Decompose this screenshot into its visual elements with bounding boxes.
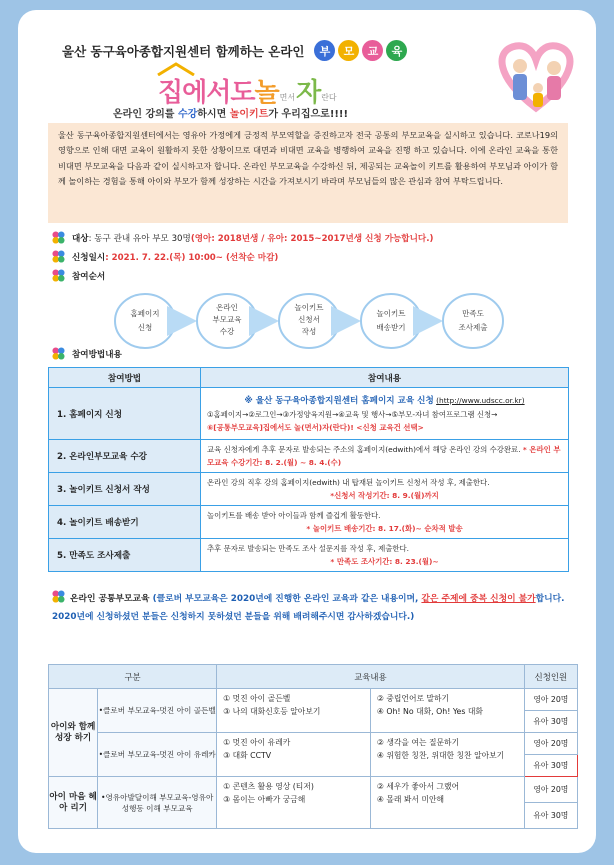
method-period: * 온라인 부모교육 수강기간: 8. 2.(월) ~ 8. 4.(수) xyxy=(207,445,561,467)
flow-step-2 xyxy=(197,294,257,348)
course-title: •영유아발달이해 부모교육-영유아 성행동 이해 부모교육 xyxy=(98,777,217,829)
method-period: * 놀이키트 배송기간: 8. 17.(화)~ 순차적 발송 xyxy=(306,524,463,533)
flower-icon xyxy=(52,231,65,244)
svg-text:놀이키트: 놀이키트 xyxy=(294,303,324,312)
group-name: 아이 마음 헤아 리기 xyxy=(49,777,98,829)
lesson-item: ④ 몰래 봐서 미안해 xyxy=(376,795,445,804)
lesson-item: ① 멋진 아이 골든벨 xyxy=(223,694,291,703)
order-label: 참여순서 xyxy=(72,271,106,282)
lesson-item: ② 생각을 여는 질문하기 xyxy=(376,738,460,747)
brand-part3: 자 xyxy=(296,78,321,108)
count-cell: 유아 30명 xyxy=(524,803,577,829)
lesson-item: ③ 대화 CCTV xyxy=(223,751,272,760)
target-note: (영아: 2018년생 / 유아: 2015~2017년생 신청 가능합니다.) xyxy=(190,233,434,244)
apply-date-line xyxy=(52,250,278,263)
course-right xyxy=(370,777,524,829)
method-period: * 만족도 조사기간: 8. 23.(월)~ xyxy=(330,557,439,566)
lesson-item: ③ 몸이는 아빠가 궁금해 xyxy=(223,795,306,804)
flow-step-4 xyxy=(361,294,421,348)
brand-part2: 놀 xyxy=(254,78,279,108)
svg-text:신청: 신청 xyxy=(137,323,153,332)
method-name: 3. 놀이키트 신청서 작성 xyxy=(49,473,201,506)
table-row xyxy=(49,473,569,506)
subtitle-pre: 온라인 강의를 xyxy=(113,109,178,120)
lesson-item: ④ 위험한 칭찬, 위대한 칭찬 알아보기 xyxy=(376,751,505,760)
schedule-col-header-2: 교육내용 xyxy=(217,665,525,689)
target-line xyxy=(52,231,433,244)
method-name: 1. 홈페이지 신청 xyxy=(49,388,201,440)
intro-text: 울산 동구육아종합지원센터에서는 영유아 가정에게 긍정적 부모역할을 증진하고자 전국 공통의 부모교육을 실시하고 있습니다. 코로나19의 영향으로 인해 대면 교육이 원활하지 못한 상황이므로 대면과 비대면 교육을 병행하여 교육을 진행 하고 있습니다. 이에 온라인 교육을 통한 비대면 부모교육을 다음과 같이 실시하고자 합니다. 온라인 부모교육을 수강하신 뒤, 제공되는 교육놀이 키트를 활용하여 부모님과 아이가 함께 놀이하는 경험을 통해 아이와 부모가 함께 성장하는 시간을 가져보시기 바라며 부모님들의 많은 관심과 참여 부탁드립니다. xyxy=(48,123,568,223)
method-line3: ⑥[공통부모교육]집에서도 놀(면서)자(란다)! <신청 교육건 선택> xyxy=(207,422,424,432)
count-cell: 영아 20명 xyxy=(524,733,577,755)
table-row xyxy=(49,539,569,572)
method-name: 5. 만족도 조사제출 xyxy=(49,539,201,572)
lesson-item: ① 멋진 아이 유레카 xyxy=(223,738,291,747)
flyer-page xyxy=(18,10,596,853)
common-label: 온라인 공통부모교육 xyxy=(70,594,150,604)
method-text: 놀이키트를 배송 받아 아이들과 함께 즐겁게 활동한다. xyxy=(207,511,381,520)
method-label: 참여방법내용 xyxy=(72,349,122,360)
schedule-table xyxy=(48,664,578,829)
svg-text:작성: 작성 xyxy=(301,327,317,336)
apply-date-text: : 2021. 7. 22.(목) 10:00~ (선착순 마감) xyxy=(105,252,279,263)
count-cell: 유아 30명 xyxy=(524,755,577,777)
common-text2: 합니다. 2020년에 신청하셨던 분들은 신청하지 못하셨던 분들을 위해 배려해주시면 감사하겠습니다.) xyxy=(52,594,565,622)
flower-icon xyxy=(52,590,65,603)
flow-step-3 xyxy=(279,294,339,348)
method-period: *신청서 작성기간: 8. 9.(월)까지 xyxy=(330,491,439,500)
flow-step-1 xyxy=(115,294,175,348)
lesson-item: ② 중립언어로 말하기 xyxy=(376,694,450,703)
page-title: 울산 동구육아종합지원센터 함께하는 온라인 xyxy=(62,43,305,59)
table-row xyxy=(49,506,569,539)
course-right xyxy=(370,689,524,733)
method-heading xyxy=(52,347,122,360)
count-cell: 유아 30명 xyxy=(524,711,577,733)
lesson-item: ① 콘텐츠 활용 영상 (티저) xyxy=(223,782,314,791)
flow-step-5 xyxy=(443,294,503,348)
method-line2: ①홈페이지→②로그인→③가정양육지원→④교육 및 행사→⑤부모-자녀 참여프로그램 신청→ xyxy=(207,409,498,419)
course-title: •클로버 부모교육-멋진 아이 골든벨 xyxy=(98,689,217,733)
table-row xyxy=(49,733,578,755)
table-row xyxy=(49,388,569,440)
method-text: 교육 신청자에게 추후 문자로 발송되는 주소의 홈페이지(edwith)에서 해당 온라인 강의 수강완료. xyxy=(207,445,521,454)
method-content xyxy=(201,539,569,572)
badge-yuk: 육 xyxy=(386,40,407,61)
count-cell: 영아 20명 xyxy=(524,777,577,803)
method-line1: ※ 울산 동구육아종합지원센터 홈페이지 교육 신청 xyxy=(244,395,434,406)
homepage-link[interactable]: (http://www.udscc.or.kr) xyxy=(436,395,525,405)
method-content xyxy=(201,388,569,440)
apply-date-label: 신청일시 xyxy=(72,252,106,263)
lesson-item: ② 세우가 좋아서 그랬어 xyxy=(376,782,460,791)
schedule-header-row xyxy=(49,665,578,689)
subtitle xyxy=(113,105,348,120)
lesson-item: ④ Oh! No 대화, Oh! Yes 대화 xyxy=(376,707,483,716)
table-row xyxy=(49,440,569,473)
method-content xyxy=(201,440,569,473)
badge-group xyxy=(314,40,410,61)
common-red: 같은 주제에 중복 신청이 불가 xyxy=(421,594,536,604)
subtitle-post: 가 우리집으로!!!! xyxy=(268,109,349,120)
course-right xyxy=(370,733,524,777)
svg-text:부모교육: 부모교육 xyxy=(212,315,242,324)
count-cell: 영아 20명 xyxy=(524,689,577,711)
flower-icon xyxy=(52,347,65,360)
course-left xyxy=(217,777,371,829)
method-table xyxy=(48,367,569,572)
method-header-row xyxy=(49,368,569,388)
svg-text:조사제출: 조사제출 xyxy=(458,323,488,332)
header xyxy=(62,40,410,61)
table-row xyxy=(49,689,578,711)
svg-text:수강: 수강 xyxy=(219,327,235,336)
brand-small2: 란다 xyxy=(321,93,337,102)
brand-logo xyxy=(158,65,338,109)
subtitle-red: 놀이키트 xyxy=(229,109,269,120)
schedule-col-header-1: 구분 xyxy=(49,665,217,689)
schedule-col-header-3: 신청인원 xyxy=(524,665,577,689)
group-name: 아이와 함께 성장 하기 xyxy=(49,689,98,777)
svg-text:놀이키트: 놀이키트 xyxy=(376,309,406,318)
subtitle-mid: 하시면 xyxy=(197,109,230,120)
method-content xyxy=(201,473,569,506)
svg-text:홈페이지: 홈페이지 xyxy=(130,309,160,318)
table-row xyxy=(49,777,578,803)
method-col-header-2: 참여내용 xyxy=(201,368,569,388)
family-illustration xyxy=(486,38,586,120)
method-content xyxy=(201,506,569,539)
method-text: 추후 문자로 발송되는 만족도 조사 설문지를 작성 후, 제출한다. xyxy=(207,544,409,553)
process-flow xyxy=(110,288,510,354)
common-education-note xyxy=(52,590,572,626)
target-text: : 동구 관내 유아 부모 30명 xyxy=(88,233,191,244)
common-text1: (클로버 부모교육은 2020년에 진행한 온라인 교육과 같은 내용이며, xyxy=(149,594,422,604)
target-label: 대상 xyxy=(72,233,89,244)
svg-text:만족도: 만족도 xyxy=(462,309,484,318)
method-col-header-1: 참여방법 xyxy=(49,368,201,388)
order-line xyxy=(52,269,105,282)
flower-icon xyxy=(52,250,65,263)
lesson-item: ③ 나의 대화신호등 알아보기 xyxy=(223,707,321,716)
badge-gyo: 교 xyxy=(362,40,383,61)
flower-icon xyxy=(52,269,65,282)
badge-bu: 부 xyxy=(314,40,335,61)
method-text: 온라인 강의 직후 강의 홈페이지(edwith) 내 탑재된 놀이키트 신청서 작성 후, 제출한다. xyxy=(207,478,490,487)
svg-text:온라인: 온라인 xyxy=(216,303,238,312)
method-name: 2. 온라인부모교육 수강 xyxy=(49,440,201,473)
method-name: 4. 놀이키트 배송받기 xyxy=(49,506,201,539)
badge-mo: 모 xyxy=(338,40,359,61)
svg-text:배송받기: 배송받기 xyxy=(376,323,406,332)
course-title: •클로버 부모교육-멋진 아이 유레카 xyxy=(98,733,217,777)
svg-text:신청서: 신청서 xyxy=(298,315,320,324)
course-left xyxy=(217,733,371,777)
subtitle-blue: 수강 xyxy=(177,109,198,120)
course-left xyxy=(217,689,371,733)
brand-small1: 면서 xyxy=(279,93,296,102)
brand-part1: 집에서도 xyxy=(158,78,255,108)
